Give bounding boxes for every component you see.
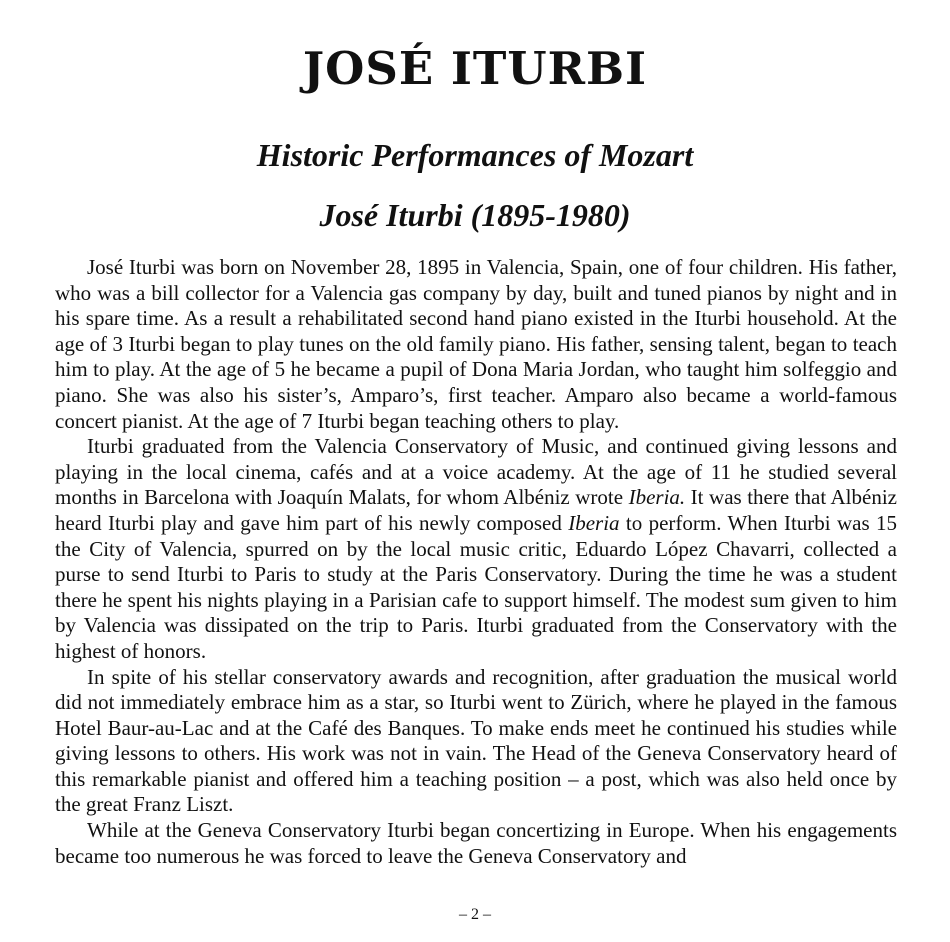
iberia-title-2: Iberia [568, 510, 620, 535]
page-number: – 2 – [459, 906, 491, 923]
paragraph-1: José Iturbi was born on November 28, 1895 in Valencia, Spain, one of four children. His father, who was a bill collector for a Valencia gas company by day, built and tuned pianos by night and in his spare time. As a result a rehabilitated second hand piano existed in the Iturbi household. At the age of 3 Iturbi began to play tunes on the old family piano. His father, sensing talent, began to teach him to play. At the age of 5 he became a pupil of Dona Maria Jordan, who taught him solfeggio and piano. She was also his sister’s, Amparo’s, first teacher. Amparo also became a world-famous concert pianist. At the age of 7 Iturbi began teaching others to play. [55, 255, 897, 433]
paragraph-2-part-2: It was there that Albéniz heard Iturbi play and gave him part of his newly composed [55, 485, 897, 535]
paragraph-2-part-1: Iturbi graduated from the Valencia Conservatory of Music, and continued giving lessons and playing in the local cinema, cafés and at a voice academy. At the age of 11 he studied several months in Barcelona with Joaquín Malats, for whom Albéniz wrote [55, 434, 897, 510]
paragraph-4: While at the Geneva Conservatory Iturbi began concertizing in Europe. When his engagements became too numerous he was forced to leave the Geneva Conservatory and [55, 818, 897, 868]
body-text [55, 255, 897, 869]
iberia-title-1: Iberia. [628, 485, 686, 510]
paragraph-2-part-3: to perform. When Iturbi was 15 the City of Valencia, spurred on by the local music critic, Eduardo López Chavarri, collected a purse to send Iturbi to Paris to study at the Paris Conservatory. During the time he was a student there he spent his nights playing in a Parisian cafe to support himself. The modest sum given to him by Valencia was dissipated on the trip to Paris. Iturbi graduated from the Conservatory with the highest of honors. [55, 510, 898, 663]
paragraph-3: In spite of his stellar conservatory awards and recognition, after graduation the musical world did not immediately embrace him as a star, so Iturbi went to Zürich, where he played in the famous Hotel Baur-au-Lac and at the Café des Banques. To make ends meet he continued his studies while giving lessons to others. His work was not in vain. The Head of the Geneva Conservatory heard of this remarkable pianist and offered him a teaching position – a post, which was also held once by the great Franz Liszt. [55, 664, 897, 817]
page-title: JOSÉ ITURBI [302, 42, 648, 95]
subtitle: Historic Performances of Mozart [256, 137, 694, 173]
subtitle-composer: José Iturbi (1895-1980) [319, 197, 631, 233]
paragraph-2 [55, 434, 897, 664]
